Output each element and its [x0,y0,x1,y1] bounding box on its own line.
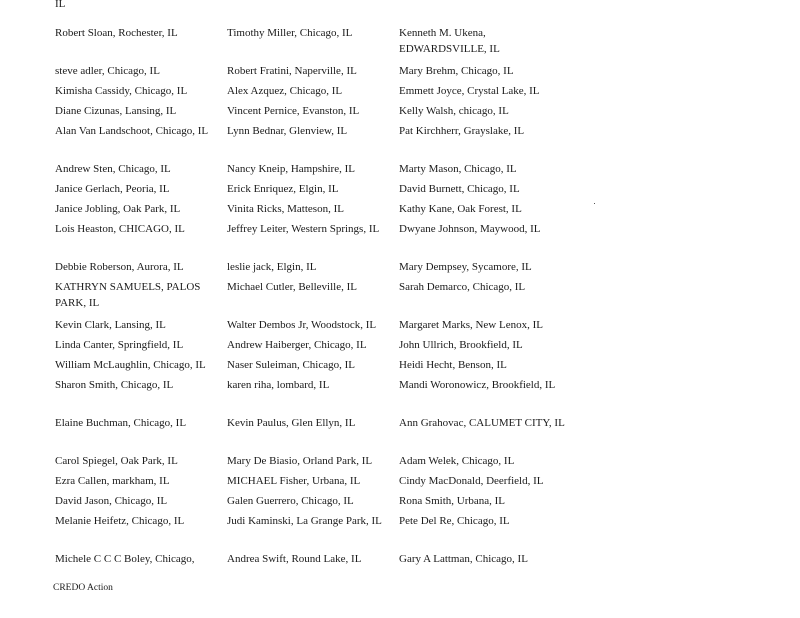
signer-entry: Kevin Paulus, Glen Ellyn, IL [227,417,356,429]
signer-entry: Mandi Woronowicz, Brookfield, IL [399,379,556,391]
signer-entry: Diane Cizunas, Lansing, IL [55,105,177,117]
signer-entry: Judi Kaminski, La Grange Park, IL [227,515,382,527]
signer-entry: Ann Grahovac, CALUMET CITY, IL [399,417,565,429]
signer-entry: Walter Dembos Jr, Woodstock, IL [227,319,377,331]
signer-entry: Kevin Clark, Lansing, IL [55,319,166,331]
signer-entry: Vincent Pernice, Evanston, IL [227,105,360,117]
signer-entry: leslie jack, Elgin, IL [227,261,317,273]
signer-entry: Emmett Joyce, Crystal Lake, IL [399,85,540,97]
signer-entry: Alex Azquez, Chicago, IL [227,85,343,97]
signer-entry: karen riha, lombard, IL [227,379,330,391]
signer-entry: Pete Del Re, Chicago, IL [399,515,510,527]
signer-entry: Erick Enriquez, Elgin, IL [227,183,339,195]
signer-entry: Carol Spiegel, Oak Park, IL [55,455,178,467]
signer-entry: Elaine Buchman, Chicago, IL [55,417,187,429]
signer-entry: Janice Jobling, Oak Park, IL [55,203,181,215]
signer-entry: Heidi Hecht, Benson, IL [399,359,507,371]
signer-entry: KATHRYN SAMUELS, PALOS PARK, IL [55,281,201,309]
signer-entry: Janice Gerlach, Peoria, IL [55,183,170,195]
signer-entry: Galen Guerrero, Chicago, IL [227,495,354,507]
signer-entry: Ezra Callen, markham, IL [55,475,170,487]
signer-entry: Mary Brehm, Chicago, IL [399,65,514,77]
signer-entry: Margaret Marks, New Lenox, IL [399,319,543,331]
signer-entry: William McLaughlin, Chicago, IL [55,359,206,371]
signer-entry: Marty Mason, Chicago, IL [399,163,517,175]
signer-entry: Dwyane Johnson, Maywood, IL [399,223,541,235]
signer-entry: Kimisha Cassidy, Chicago, IL [55,85,188,97]
signer-entry: Adam Welek, Chicago, IL [399,455,515,467]
signer-entry: Andrea Swift, Round Lake, IL [227,553,362,565]
signer-entry: Andrew Haiberger, Chicago, IL [227,339,367,351]
signer-entry: Cindy MacDonald, Deerfield, IL [399,475,544,487]
signer-entry: Kelly Walsh, chicago, IL [399,105,509,117]
signer-entry: Lynn Bednar, Glenview, IL [227,125,348,137]
signer-entry: Mary Dempsey, Sycamore, IL [399,261,532,273]
signer-entry: Jeffrey Leiter, Western Springs, IL [227,223,380,235]
signer-entry: Michele C C C Boley, Chicago, [55,553,195,565]
signer-entry: Melanie Heifetz, Chicago, IL [55,515,185,527]
top-fragment-text: IL [55,0,66,10]
signer-entry: David Jason, Chicago, IL [55,495,168,507]
signer-entry: Robert Fratini, Naperville, IL [227,65,357,77]
signer-entry: Timothy Miller, Chicago, IL [227,27,353,39]
signer-entry: Alan Van Landschoot, Chicago, IL [55,125,209,137]
page-footer: CREDO Action [53,583,113,593]
signer-entry: Nancy Kneip, Hampshire, IL [227,163,355,175]
signer-entry: Andrew Sten, Chicago, IL [55,163,171,175]
signer-entry: steve adler, Chicago, IL [55,65,160,77]
signer-entry: Gary A Lattman, Chicago, IL [399,553,528,565]
signer-entry: Rona Smith, Urbana, IL [399,495,506,507]
signer-entry: Kenneth M. Ukena, EDWARDSVILLE, IL [399,27,500,55]
signer-entry: Vinita Ricks, Matteson, IL [227,203,344,215]
signer-entry: Robert Sloan, Rochester, IL [55,27,178,39]
scan-speck [594,203,595,204]
signer-entry: Michael Cutler, Belleville, IL [227,281,357,293]
signer-entry: Debbie Roberson, Aurora, IL [55,261,184,273]
signer-entry: David Burnett, Chicago, IL [399,183,520,195]
signer-list [55,25,574,575]
signer-entry: Naser Suleiman, Chicago, IL [227,359,355,371]
signer-entry: Kathy Kane, Oak Forest, IL [399,203,522,215]
signer-entry: Sharon Smith, Chicago, IL [55,379,174,391]
signer-entry: MICHAEL Fisher, Urbana, IL [227,475,361,487]
signer-entry: Linda Canter, Springfield, IL [55,339,184,351]
signer-entry: Pat Kirchherr, Grayslake, IL [399,125,525,137]
signer-entry: Sarah Demarco, Chicago, IL [399,281,526,293]
signer-entry: Mary De Biasio, Orland Park, IL [227,455,373,467]
signer-entry: John Ullrich, Brookfield, IL [399,339,523,351]
signer-entry: Lois Heaston, CHICAGO, IL [55,223,185,235]
